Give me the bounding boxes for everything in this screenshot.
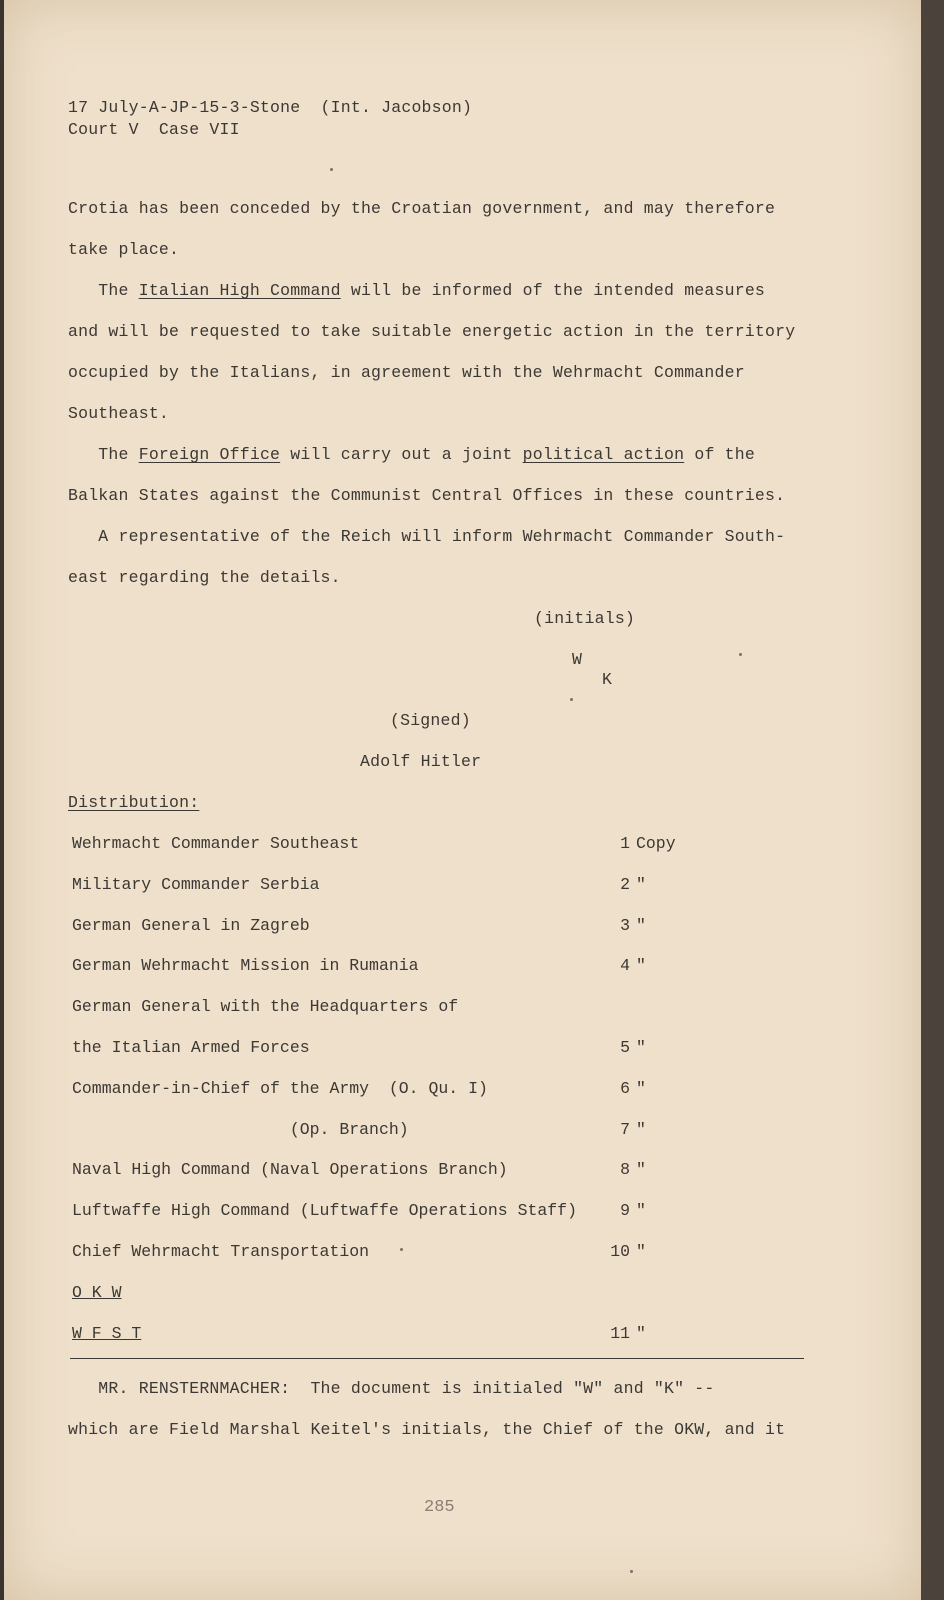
distribution-copy-number: 8	[620, 1160, 630, 1179]
distribution-copy-number: 5	[620, 1038, 630, 1057]
body-line: east regarding the details.	[68, 568, 341, 587]
header-line-1: 17 July-A-JP-15-3-Stone (Int. Jacobson)	[68, 98, 473, 117]
initial-k: K	[602, 670, 613, 689]
distribution-copy-number: 7	[620, 1120, 630, 1139]
distribution-copy-label: "	[636, 1120, 646, 1139]
distribution-copy-number: 6	[620, 1079, 630, 1098]
distribution-copy-number: 3	[620, 916, 630, 935]
distribution-recipient: German Wehrmacht Mission in Rumania	[72, 956, 419, 975]
distribution-copy-number: 11	[610, 1324, 630, 1343]
scan-edge-right	[921, 0, 944, 1600]
distribution-copy-label: "	[636, 1160, 646, 1179]
distribution-copy-label: "	[636, 1242, 646, 1261]
distribution-copy-number: 1	[620, 834, 630, 853]
distribution-recipient: Naval High Command (Naval Operations Branch)	[72, 1160, 508, 1179]
distribution-copy-number: 4	[620, 956, 630, 975]
body-text: The	[68, 281, 139, 300]
distribution-copy-number: 9	[620, 1201, 630, 1220]
body-line	[68, 445, 755, 464]
distribution-recipient: (Op. Branch)	[72, 1120, 409, 1139]
body-line: take place.	[68, 240, 180, 259]
initial-w: W	[572, 650, 583, 669]
testimony-line: MR. RENSTERNMACHER: The document is initialed "W" and "K" --	[68, 1379, 715, 1398]
paper-speck	[739, 653, 742, 656]
body-line: Balkan States against the Communist Central Offices in these countries.	[68, 486, 786, 505]
paper-speck	[630, 1570, 633, 1573]
body-line: A representative of the Reich will inform Wehrmacht Commander South-	[68, 527, 786, 546]
paper-speck	[570, 698, 573, 701]
distribution-recipient: German General in Zagreb	[72, 916, 310, 935]
distribution-recipient: W F S T	[72, 1324, 142, 1343]
distribution-copy-label: "	[636, 875, 646, 894]
body-line: Crotia has been conceded by the Croatian government, and may therefore	[68, 199, 776, 218]
distribution-copy-label: "	[636, 916, 646, 935]
distribution-copy-number: 2	[620, 875, 630, 894]
body-text: will carry out a joint	[280, 445, 523, 464]
document-page	[4, 0, 921, 1600]
body-line: and will be requested to take suitable energetic action in the territory	[68, 322, 796, 341]
paper-speck	[330, 168, 333, 171]
body-text: The	[68, 445, 139, 464]
distribution-recipient: Luftwaffe High Command (Luftwaffe Operations Staff)	[72, 1201, 577, 1220]
distribution-copy-label: "	[636, 1038, 646, 1057]
distribution-recipient: Chief Wehrmacht Transportation	[72, 1242, 370, 1261]
distribution-recipient: German General with the Headquarters of	[72, 997, 459, 1016]
testimony-line: which are Field Marshal Keitel's initials, the Chief of the OKW, and it	[68, 1420, 786, 1439]
distribution-recipient: Wehrmacht Commander Southeast	[72, 834, 360, 853]
body-text: of the	[684, 445, 755, 464]
distribution-copy-number: 10	[610, 1242, 630, 1261]
paper-speck	[400, 1248, 403, 1251]
foreign-office-underlined: Foreign Office	[138, 445, 281, 464]
italian-high-command-underlined: Italian High Command	[138, 281, 341, 300]
initials-label: (initials)	[534, 609, 636, 628]
distribution-recipient: O K W	[72, 1283, 122, 1302]
distribution-copy-label: Copy	[636, 834, 676, 853]
signatory-name: Adolf Hitler	[360, 752, 482, 771]
distribution-recipient: the Italian Armed Forces	[72, 1038, 310, 1057]
body-text: will be informed of the intended measures	[340, 281, 766, 300]
distribution-rule	[70, 1358, 804, 1359]
body-line: occupied by the Italians, in agreement with the Wehrmacht Commander	[68, 363, 745, 382]
header-line-2: Court V Case VII	[68, 120, 240, 139]
distribution-recipient: Military Commander Serbia	[72, 875, 320, 894]
distribution-copy-label: "	[636, 1079, 646, 1098]
body-line	[68, 281, 765, 300]
distribution-copy-label: "	[636, 956, 646, 975]
distribution-copy-label: "	[636, 1201, 646, 1220]
political-action-underlined: political action	[522, 445, 685, 464]
page-number: 285	[424, 1498, 455, 1517]
body-line: Southeast.	[68, 404, 170, 423]
distribution-copy-label: "	[636, 1324, 646, 1343]
distribution-recipient: Commander-in-Chief of the Army (O. Qu. I)	[72, 1079, 488, 1098]
distribution-heading: Distribution:	[68, 793, 200, 812]
signed-label: (Signed)	[390, 711, 471, 730]
